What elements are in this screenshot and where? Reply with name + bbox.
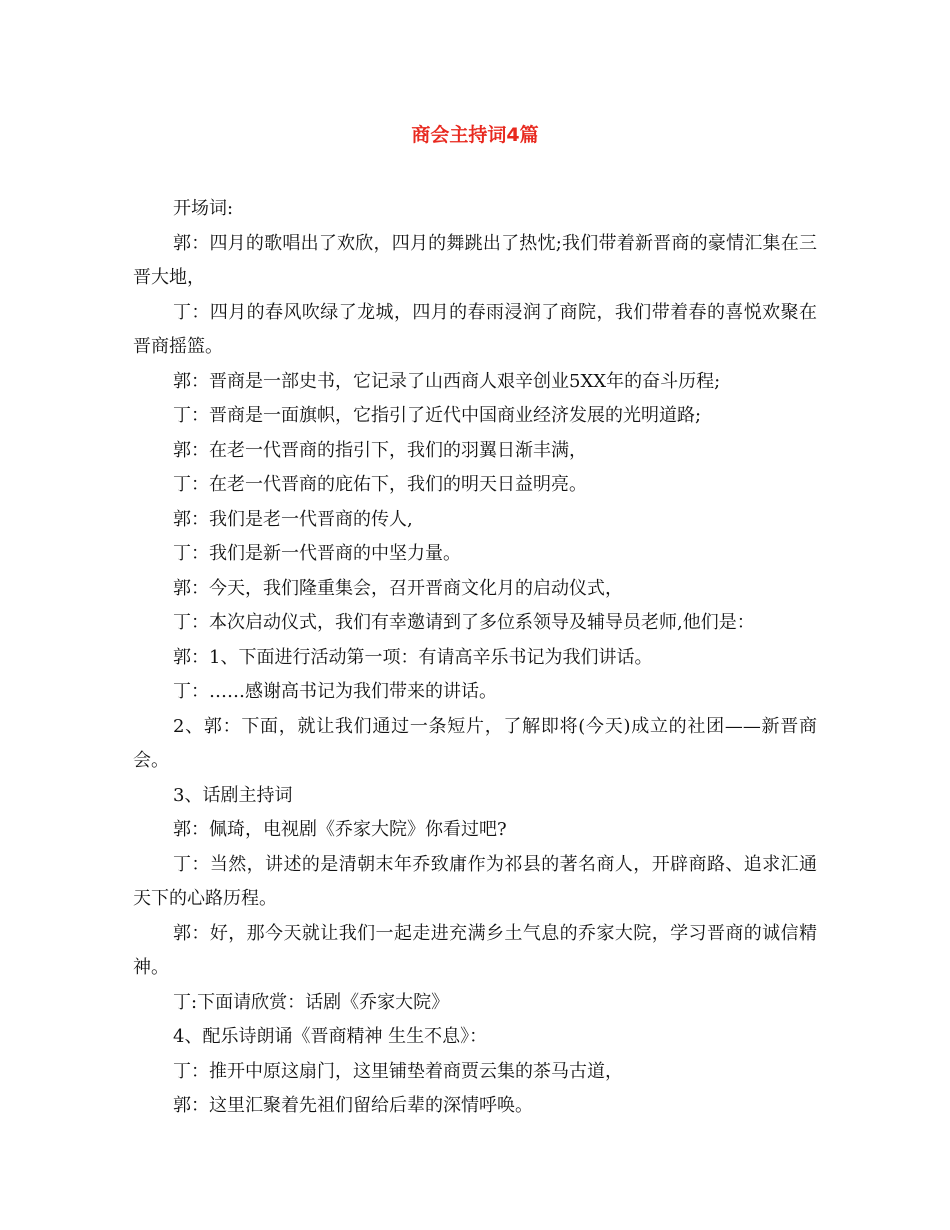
paragraph: 开场词: (173, 198, 234, 219)
paragraph: 丁：我们是新一代晋商的中坚力量。 (173, 543, 461, 564)
paragraph: 2、郭：下面，就让我们通过一条短片，了解即将(今天)成立的社团——新晋商会。 (133, 715, 817, 771)
paragraph: 丁：本次启动仪式，我们有幸邀请到了多位系领导及辅导员老师,他们是： (173, 612, 755, 633)
paragraph: 郭：我们是老一代晋商的传人, (173, 508, 413, 530)
paragraph: 丁：当然，讲述的是清朝末年乔致庸作为祁县的著名商人，开辟商路、追求汇通天下的心路历程。 (133, 853, 817, 909)
paragraph: 郭：好，那今天就让我们一起走进充满乡土气息的乔家大院，学习晋商的诚信精神。 (133, 922, 817, 978)
paragraph: 郭：今天，我们隆重集会，召开晋商文化月的启动仪式， (173, 577, 623, 599)
paragraph: 郭：1、下面进行活动第一项：有请高辛乐书记为我们讲话。 (173, 646, 653, 668)
paragraph: 郭：四月的歌唱出了欢欣，四月的舞跳出了热忱;我们带着新晋商的豪情汇集在三晋大地， (133, 232, 817, 288)
paragraph: 丁：四月的春风吹绿了龙城，四月的春雨浸润了商院，我们带着春的喜悦欢聚在晋商摇篮。 (133, 301, 817, 357)
paragraph: 丁：在老一代晋商的庇佑下，我们的明天日益明亮。 (173, 474, 587, 495)
paragraph: 郭：晋商是一部史书，它记录了山西商人艰辛创业5XX年的奋斗历程; (173, 370, 721, 392)
paragraph: 3、话剧主持词 (173, 784, 293, 806)
document-body (133, 192, 817, 1124)
paragraph: 郭：这里汇聚着先祖们留给后辈的深情呼唤。 (173, 1095, 533, 1116)
paragraph: 丁：推开中原这扇门，这里铺垫着商贾云集的茶马古道， (173, 1060, 623, 1082)
paragraph: 丁：晋商是一面旗帜，它指引了近代中国商业经济发展的光明道路; (173, 405, 702, 426)
paragraph: 丁：……感谢高书记为我们带来的讲话。 (173, 681, 497, 702)
document-title: 商会主持词4篇 (411, 124, 539, 146)
paragraph: 郭：佩琦，电视剧《乔家大院》你看过吧? (173, 819, 507, 840)
paragraph: 4、配乐诗朗诵《晋商精神 生生不息》： (173, 1026, 488, 1047)
paragraph: 郭：在老一代晋商的指引下，我们的羽翼日渐丰满， (173, 439, 587, 461)
paragraph: 丁:下面请欣赏：话剧《乔家大院》 (173, 991, 450, 1013)
